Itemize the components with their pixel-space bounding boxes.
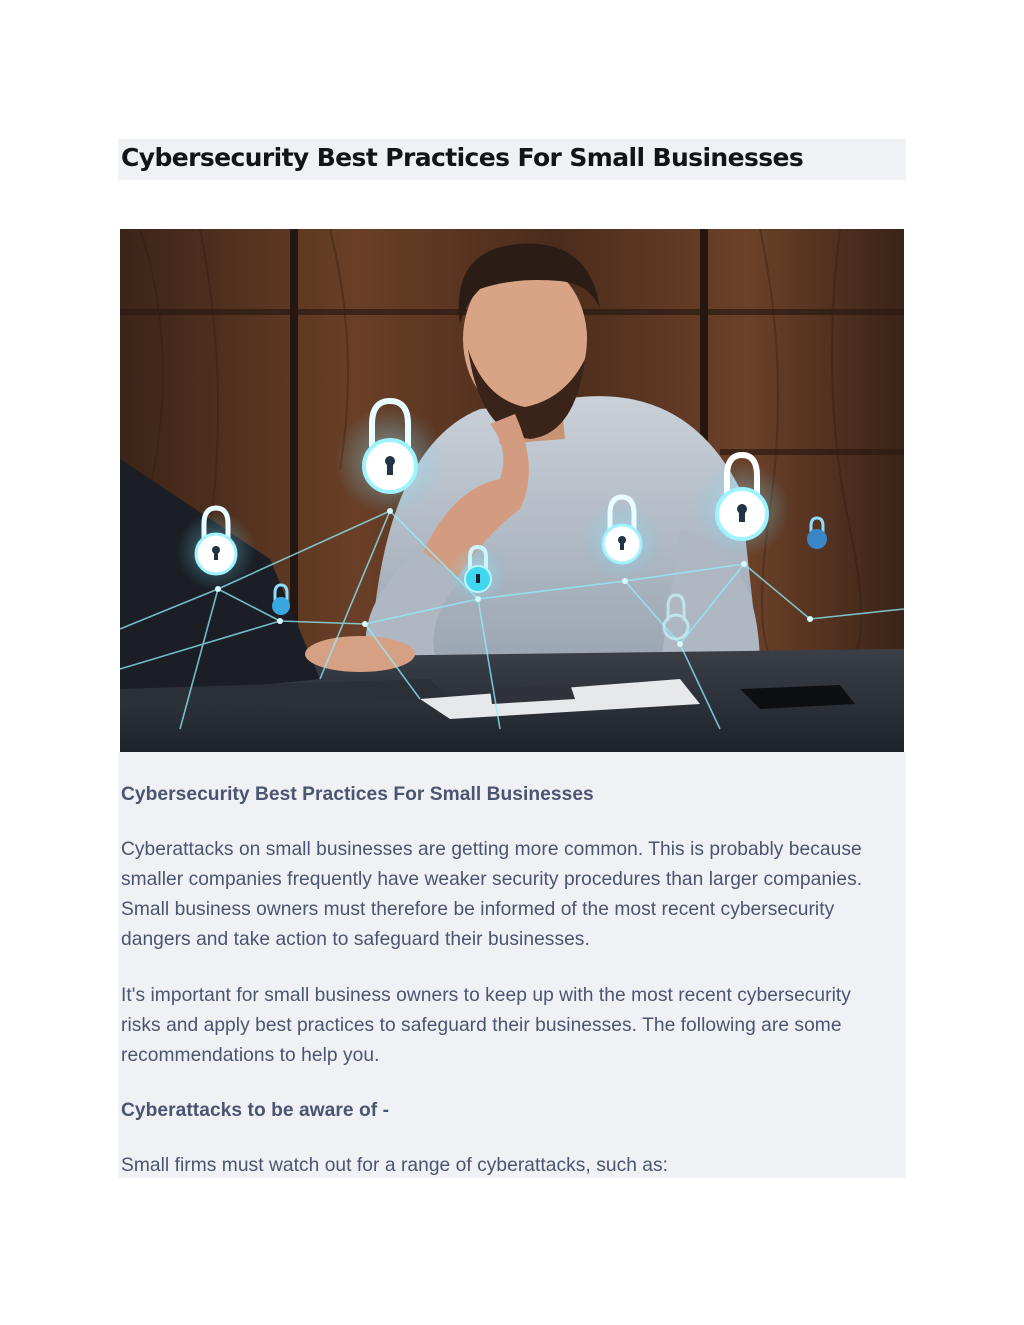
section-heading: Cyberattacks to be aware of - (121, 1100, 390, 1121)
hero-image (120, 229, 904, 752)
page-title: Cybersecurity Best Practices For Small Businesses (121, 143, 804, 172)
article-subheading: Cybersecurity Best Practices For Small Businesses (121, 784, 594, 805)
article-body (118, 752, 906, 1178)
paragraph: It's important for small business owners to keep up with the most recent cybersecurity risks and apply best practices to safeguard their businesses. The following are some recommendations to help you. (121, 985, 851, 1066)
title-bar (118, 139, 906, 180)
padlock-icon (448, 544, 508, 604)
paragraph: Small firms must watch out for a range of cyberattacks, such as: (121, 1155, 669, 1176)
paragraph: Cyberattacks on small businesses are getting more common. This is probably because smaller companies frequently have weaker security procedures than larger companies. Small business owners must therefore be informed of the most recent cybersecurity dangers and take action to safeguard their businesses. (121, 839, 863, 950)
